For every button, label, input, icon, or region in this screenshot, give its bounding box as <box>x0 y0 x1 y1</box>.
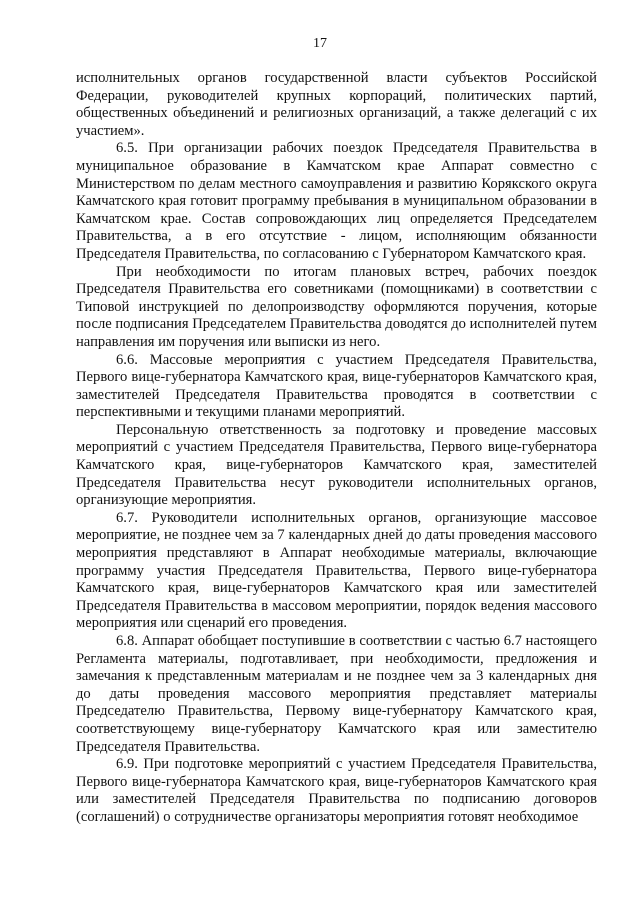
paragraph-6-6: 6.6. Массовые мероприятия с участием Председателя Правительства, Первого вице-губернатора Камчатского края, вице-губернаторов Камчатского края, заместителей Председателя Правительства проводятся в соответствии с перспективными и текущими планами мероприятий. <box>76 351 597 421</box>
paragraph-responsibility: Персональную ответственность за подготовку и проведение массовых мероприятий с участием Председателя Правительства, Первого вице-губернатора Камчатского края, вице-губернаторов Камчатского края, заместителей Председателя Правительства несут руководители исполнительных органов, организующие мероприятия. <box>76 421 597 509</box>
paragraph-6-9: 6.9. При подготовке мероприятий с участием Председателя Правительства, Первого вице-губернатора Камчатского края, вице-губернаторов Камчатского края или заместителей Председателя Правительства по подписанию договоров (соглашений) о сотрудничестве организаторы мероприятия готовят необходимое <box>76 756 597 825</box>
paragraph-6-5: 6.5. При организации рабочих поездок Председателя Правительства в муниципальное образование в Камчатском крае Аппарат совместно с Министерством по делам местного самоуправления и развитию Корякского округа Камчатского края готовит программу пребывания в муниципальном образовании в Камчатском крае. Состав сопровождающих лиц определяется Председателем Правительства, а в его отсутствие - лицом, исполняющим обязанности Председателя Правительства, по согласованию с Губернатором Камчатского края. <box>76 140 597 262</box>
paragraph-6-8: 6.8. Аппарат обобщает поступившие в соответствии с частью 6.7 настоящего Регламента материалы, подготавливает, при необходимости, предложения и замечания к представленным материалам и не позднее чем за 3 календарных дня до даты проведения массового мероприятия представляет материалы Председателю Правительства, Первому вице-губернатору Камчатского края, соответствующему вице-губернатору Камчатского края или заместителю Председателя Правительства. <box>76 633 597 755</box>
page-number: 17 <box>313 36 327 51</box>
paragraph-instructions: При необходимости по итогам плановых встреч, рабочих поездок Председателя Правительства его советниками (помощниками) в соответствии с Типовой инструкцией по делопроизводству оформляются поручения, которые после подписания Председателем Правительства доводятся до исполнителей путем направления им поручения или выписки из него. <box>76 263 597 350</box>
paragraph-1: исполнительных органов государственной власти субъектов Российской Федерации, руководителей крупных корпораций, политических партий, общественных объединений и религиозных организаций, а также делегаций с их участием». <box>76 70 597 139</box>
paragraph-6-7: 6.7. Руководители исполнительных органов, организующие массовое мероприятие, не позднее чем за 7 календарных дней до даты проведения массового мероприятия представляют в Аппарат необходимые материалы, включающие программу участия Председателя Правительства, Первого вице-губернатора Камчатского края, вице-губернаторов Камчатского края или заместителей Председателя Правительства в массовом мероприятии, порядок ведения массового мероприятия или сценарий его проведения. <box>76 509 597 632</box>
document-body <box>76 70 597 827</box>
